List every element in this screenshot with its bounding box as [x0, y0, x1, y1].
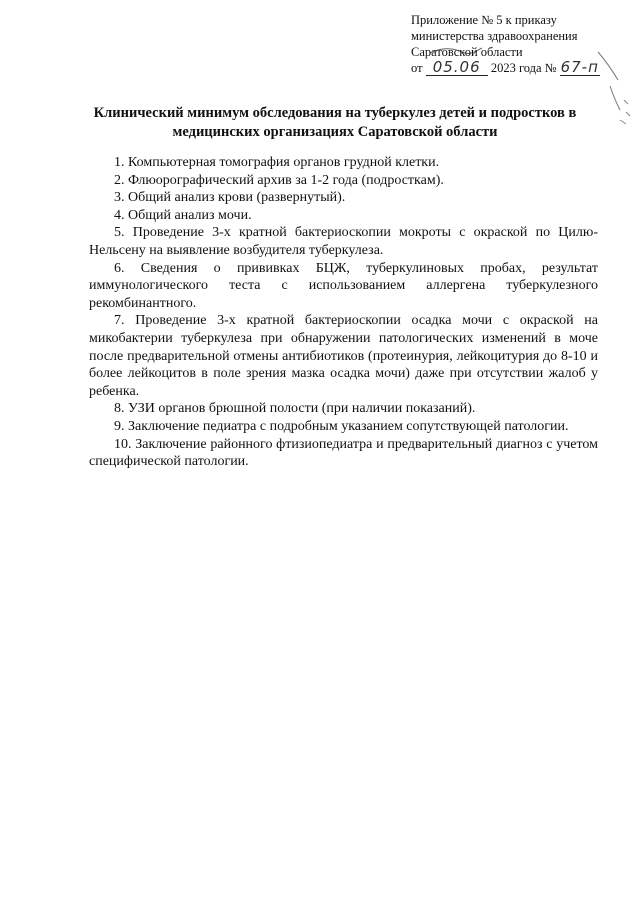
from-prefix: от	[411, 61, 423, 75]
list-item	[89, 260, 598, 313]
item-text: Общий анализ мочи.	[128, 207, 252, 223]
list-item	[89, 172, 598, 190]
item-text: Проведение 3-х кратной бактериоскопии осадка мочи с окраской на микобактерии туберкулеза при обнаружении патологических изменений в моче после предварительной отмены антибиотиков (протеинурия, лейкоцитурия до 8-10 и более лейкоцитов в поле зрения мазка осадка мочи) даже при отсутствии жалоб у ребенка.	[89, 313, 598, 399]
item-number: 6.	[114, 260, 125, 276]
list-item	[89, 418, 598, 436]
header-date-line	[411, 60, 631, 76]
list-item	[89, 224, 598, 259]
item-text: УЗИ органов брюшной полости (при наличии показаний).	[128, 401, 476, 417]
document-title: Клинический минимум обследования на туберкулез детей и подростков в медицинских организациях Саратовской области	[93, 105, 577, 140]
handwritten-date: 05.06	[432, 58, 481, 76]
list-item	[89, 154, 598, 172]
item-number: 5.	[114, 225, 125, 241]
item-text: Проведение 3-х кратной бактериоскопии мокроты с окраской по Цилю-Нельсену на выявление возбудителя туберкулеза.	[89, 225, 599, 258]
header-line-2: министерства здравоохранения	[411, 29, 578, 43]
item-text: Компьютерная томография органов грудной клетки.	[128, 155, 440, 170]
item-number: 7.	[114, 313, 125, 329]
item-text: Общий анализ крови (развернутый).	[128, 190, 346, 206]
list-item	[89, 207, 598, 225]
item-text: Заключение районного фтизиопедиатра и предварительный диагноз с учетом специфической патологии.	[89, 436, 598, 470]
item-number: 9.	[114, 418, 125, 434]
header-line-3: Саратовской области	[411, 45, 523, 59]
handwritten-number: 67-п	[560, 58, 599, 76]
item-number: 10.	[114, 436, 132, 452]
item-text: Флюорографический архив за 1-2 года (подросткам).	[128, 172, 444, 188]
list-item	[89, 400, 598, 418]
item-number: 8.	[114, 401, 125, 417]
document-header	[411, 12, 631, 76]
list-item	[89, 189, 598, 207]
list-item	[89, 312, 598, 400]
item-number: 4.	[114, 207, 125, 223]
exam-list	[89, 154, 598, 471]
item-text: Сведения о прививках БЦЖ, туберкулиновых пробах, результат иммунологического теста с использованием аллергена туберкулезного рекомбинантного.	[89, 260, 598, 311]
item-number: 1.	[114, 155, 125, 170]
item-text: Заключение педиатра с подробным указанием сопутствующей патологии.	[128, 418, 569, 434]
item-number: 2.	[114, 172, 125, 188]
item-number: 3.	[114, 190, 125, 206]
date-field	[426, 58, 488, 76]
list-item	[89, 436, 598, 471]
header-line-1: Приложение № 5 к приказу	[411, 13, 557, 27]
year-text: 2023 года №	[490, 61, 557, 75]
number-field	[560, 58, 600, 76]
